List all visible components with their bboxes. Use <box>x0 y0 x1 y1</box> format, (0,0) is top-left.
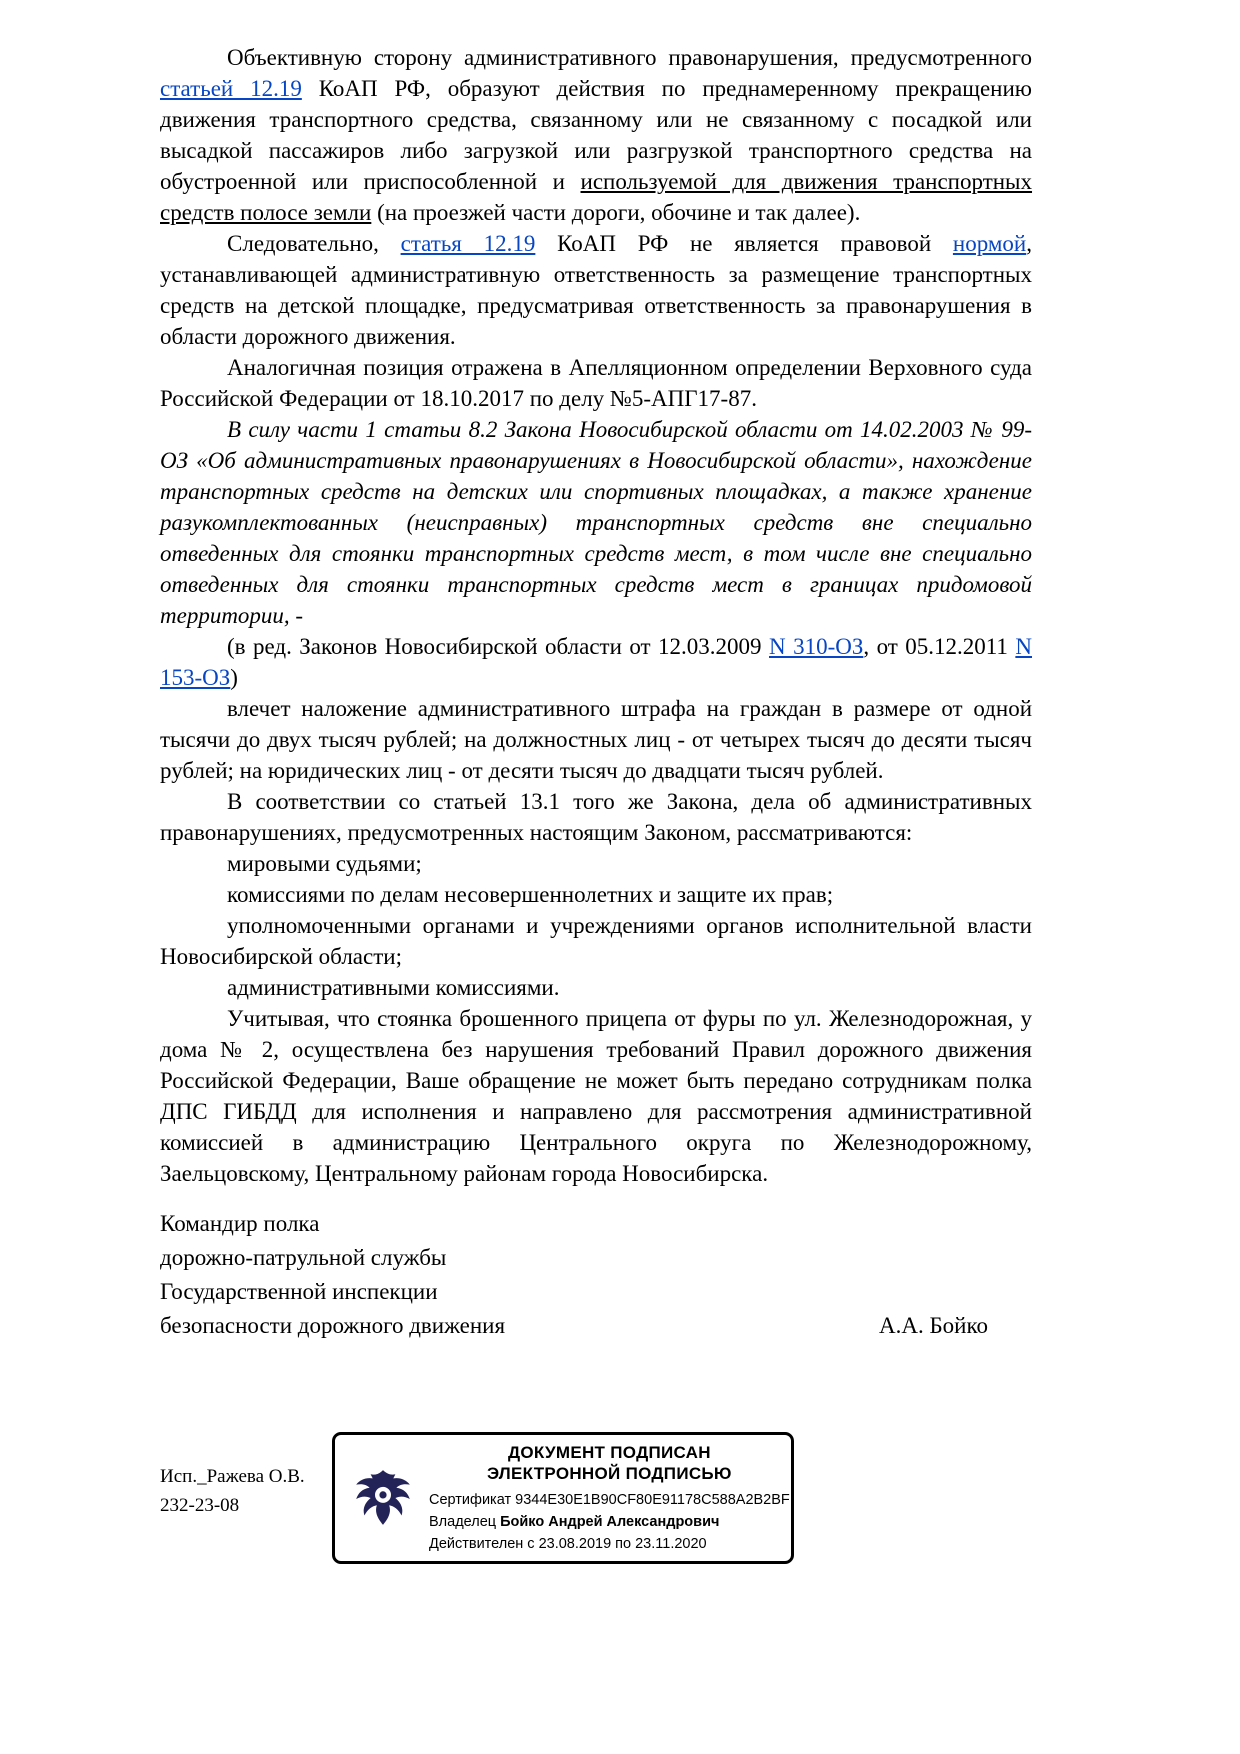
text-run: КоАП РФ не является правовой <box>535 231 953 256</box>
statute-link[interactable]: нормой <box>952 231 1027 256</box>
executor-name: Исп._Ражева О.В. <box>160 1466 305 1487</box>
validity-line: Действителен с 23.08.2019 по 23.11.2020 <box>429 1535 707 1552</box>
text-run: (на проезжей части дороги, обочине и так далее). <box>371 200 861 225</box>
underlined-text: используемой для движения транспортных средств полосе земли <box>160 169 1033 225</box>
paragraph <box>160 352 1032 414</box>
owner-label: Владелец <box>429 1513 497 1530</box>
signatory-name: А.А. Бойко <box>879 1313 988 1338</box>
text-run: уполномоченными органами и учреждениями органов исполнительной власти Новосибирской области; <box>160 913 1032 969</box>
paragraph <box>160 848 1032 879</box>
text-run: Аналогичная позиция отражена в Апелляционном определении Верховного суда Российской Федерации от 18.10.2017 по делу №5-АПГ17-87. <box>160 355 1032 411</box>
paragraph <box>160 693 1032 786</box>
text-run: (в ред. Законов Новосибирской области от 12.03.2009 <box>227 634 770 659</box>
statute-link[interactable]: N 310-ОЗ <box>769 634 864 659</box>
text-run: ) <box>230 665 238 690</box>
text-run: КоАП РФ, образуют действия по преднамеренному прекращению движения транспортного средства, связанному или не связанному с посадкой или высадкой пассажиров либо загрузкой или разгрузкой транспортного средства на обустроенной или приспособленной и <box>160 76 1032 194</box>
text-run: Объективную сторону административного правонарушения, предусмотренного <box>227 45 1032 70</box>
signature-line: Командир полка <box>160 1211 320 1236</box>
certificate-line <box>429 1489 790 1511</box>
text-run: Следовательно, <box>227 231 401 256</box>
signature-line: дорожно-патрульной службы <box>160 1245 447 1270</box>
certificate-label: Сертификат <box>429 1491 512 1508</box>
statute-link[interactable]: N 153-ОЗ <box>160 634 1032 690</box>
owner-value: Бойко Андрей Александрович <box>500 1513 720 1530</box>
text-run: В соответствии со статьей 13.1 того же Закона, дела об административных правонарушениях, предусмотренных настоящим Законом, рассматриваются: <box>160 789 1032 845</box>
owner-line <box>429 1511 790 1533</box>
mvd-emblem-icon <box>349 1465 417 1531</box>
paragraph <box>160 414 1032 631</box>
text-run: комиссиями по делам несовершеннолетних и защите их прав; <box>227 882 834 907</box>
certificate-value: 9344E30E1B90CF80E91178C588A2B2BF <box>515 1491 790 1508</box>
paragraph <box>160 910 1032 972</box>
document-body <box>160 42 1032 1189</box>
text-run: административными комиссиями. <box>227 975 560 1000</box>
paragraph <box>160 631 1032 693</box>
paragraph <box>160 879 1032 910</box>
document-content <box>160 42 1032 1343</box>
paragraph <box>160 786 1032 848</box>
text-run: , устанавливающей административную ответственность за размещение транспортных средств на детской площадке, предусматривая ответственность за правонарушения в области дорожного движения. <box>160 231 1032 349</box>
stamp-title <box>429 1442 790 1484</box>
paragraph <box>160 972 1032 1003</box>
paragraph <box>160 1003 1032 1189</box>
executor-note <box>160 1462 305 1520</box>
paragraph <box>160 42 1032 228</box>
signature-row <box>160 1309 1032 1343</box>
digital-signature-stamp <box>332 1432 794 1564</box>
stamp-title-line1: ДОКУМЕНТ ПОДПИСАН <box>507 1442 711 1462</box>
executor-phone: 232-23-08 <box>160 1495 240 1516</box>
statute-link[interactable]: статьей 12.19 <box>160 76 302 101</box>
text-run: В силу части 1 статьи 8.2 Закона Новосибирской области от 14.02.2003 № 99-ОЗ «Об административных правонарушениях в Новосибирской области», нахождение транспортных средств на детских или спортивных площадках, а также хранение разукомплектованных (неисправных) транспортных средств вне специально отведенных для стоянки транспортных средств мест, в том числе вне специально отведенных для стоянки транспортных средств мест в границах придомовой территории, - <box>160 417 1032 628</box>
signature-line: Государственной инспекции <box>160 1279 438 1304</box>
text-run: , от 05.12.2011 <box>863 634 1016 659</box>
text-run: Учитывая, что стоянка брошенного прицепа от фуры по ул. Железнодорожная, у дома № 2, осуществлена без нарушения требований Правил дорожного движения Российской Федерации, Ваше обращение не может быть передано сотрудникам полка ДПС ГИБДД для исполнения и направлено для рассмотрения административной комиссией в администрацию Центрального округа по Железнодорожному, Заельцовскому, Центральному районам города Новосибирска. <box>160 1006 1032 1186</box>
statute-link[interactable]: статья 12.19 <box>400 231 536 256</box>
stamp-title-line2: ЭЛЕКТРОННОЙ ПОДПИСЬЮ <box>487 1463 732 1483</box>
paragraph <box>160 228 1032 352</box>
signature-block <box>160 1207 1032 1343</box>
signature-line: безопасности дорожного движения <box>160 1313 506 1338</box>
stamp-text <box>429 1442 790 1555</box>
text-run: мировыми судьями; <box>227 851 422 876</box>
text-run: влечет наложение административного штрафа на граждан в размере от одной тысячи до двух тысяч рублей; на должностных лиц - от четырех тысяч до десяти тысяч рублей; на юридических лиц - от десяти тысяч до двадцати тысяч рублей. <box>160 696 1032 783</box>
